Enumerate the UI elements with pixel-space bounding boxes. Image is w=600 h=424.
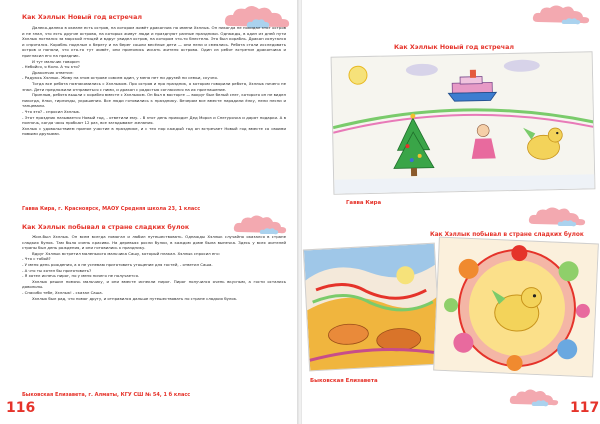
child-drawing-sweet-land-right-icon: [434, 238, 599, 378]
cloud-decoration-middle-right-icon: [232, 212, 292, 236]
article1-paragraph: Приплыв, ребята вышли с корабля вместе с Хэллыком. Он был в восторге — вокруг был белый снег, которого он не видел никогда, ёлки, гирлянды, украшения. Все люди готовились к празднику. Вечером все вместе нарядили ёлку, пели песни и танцевали.: [22, 92, 286, 109]
bottom-drawing-caption: Быковская Елизавета: [310, 378, 378, 384]
article1-body: [22, 25, 286, 195]
article2-paragraph: - У меня день рождения, а я не успеваю приготовить угощение для гостей, - ответил Саша.: [22, 261, 213, 267]
article1-paragraph: - Небойся, я Коля. А ты кто?: [22, 64, 80, 70]
article2-paragraph: Жил-был Хэллык. Он всем всегда помогал и любил путешествовать. Однажды Хэллык случайно оказался в стране сладких булок. Там было очень красиво. На деревьях росли булки, в каждом доме была выпечка. Здесь у всех жителей страны был день рождения, и они готовились к празднику.: [22, 234, 286, 251]
article2-paragraph: Вдруг Хэллык встретил маленького мальчика Сашу, который плакал. Хэллык спросил его:: [32, 250, 220, 256]
article2-paragraph: - Я хотел испечь пирог, но у меня ничего не получается.: [22, 273, 140, 279]
article2-title: Как Хэллык побывал в стране сладких булок: [22, 224, 190, 231]
article1-paragraph: Хэллык с удовольствием принял участие в празднике, и с тех пор каждый год он встречает Новый год вместе со своими новыми друзьями.: [22, 125, 286, 137]
article1-paragraph: И тут мальчик говорит:: [32, 58, 81, 64]
top-drawing-photo: [331, 51, 596, 194]
child-drawing-new-year-icon: [332, 52, 596, 194]
article2-paragraph: - А что ты хотел бы приготовить?: [22, 267, 92, 273]
child-drawing-sweet-land-left-icon: [304, 244, 441, 372]
article1-paragraph: Далеко-далеко в океане есть остров, на котором живёт дракончик по имени Хэллык. Он никогда не покидал этот остров и не знал, что есть другие острова, на которых живут люди и празднуют разные праздники. Однажды, в один из дней пути Хэллык погнался за морской птицей и вдруг увидел остров, на котором что-то блестело. Это был корабль. Дракон испугался и спрятался. Корабль подплыл к берегу и на берег сошли весёлые дети — они пели и смеялись. Ребята стали исследовать остров и поняли, что кто-то тут живёт, они принялись искать жителя острова. Один из ребят встретил дракончика и пригласил его на праздник.: [22, 25, 286, 58]
article2-body: [22, 234, 286, 386]
article2-paragraph: - Спасибо тебе, Хэллык! - сказал Саша.: [22, 289, 103, 295]
article1-title: Как Хэллык Новый год встречал: [22, 14, 142, 21]
top-drawing-title: Как Хэллык Новый год встречал: [394, 44, 514, 51]
article1-paragraph: - Радуюсь Хэллык. Живу на этом острове совсем один, у меня нет ни друзей ни семьи, скучно.: [22, 75, 219, 81]
top-drawing-caption: Гавва Кира: [346, 200, 382, 206]
page-number-left: 116: [6, 400, 36, 416]
article1-paragraph: - Что это? - спросил Хэллык.: [22, 108, 81, 114]
bottom-drawing-photo-left: [303, 243, 441, 372]
left-page: [0, 0, 298, 424]
right-page: [302, 0, 600, 424]
article2-paragraph: - Что с тобой?: [22, 256, 51, 262]
cloud-decoration-middle-right-icon: [526, 204, 594, 228]
article2-credit: Быковская Елизавета, г. Алматы, КГУ СШ № 54, 1 б класс: [22, 392, 191, 398]
article1-credit: Гавва Кира, г. Красноярск, МАОУ Средняя школа 23, 1 класс: [22, 206, 201, 212]
article1-paragraph: Дракончик ответил:: [32, 69, 74, 75]
article2-paragraph: Хэллык был рад, что помог другу, и отправился дальше путешествовать по стране сладких булок.: [32, 295, 238, 301]
article2-paragraph: Хэллык решил помочь мальчику, и они вместе испекли пирог. Пирог получился очень вкусным, а гости остались довольны.: [22, 278, 286, 290]
cloud-decoration-top-right-icon: [530, 2, 596, 26]
page-number-right: 117: [570, 400, 600, 416]
article1-paragraph: Тогда все ребята познакомились с Хэллыком. Про остров и про праздник, о котором говорили ребята, Хэллык ничего не знал. Дети предложили отправиться с ними, и дракон с радостью согласился на их приглашение.: [22, 80, 286, 92]
bottom-drawing-photo-right: [433, 237, 599, 378]
article1-paragraph: - Этот праздник называется Новый год, - ответили ему. - В этот день приходит Дед Мороз и Снегурочка и дарят подарки. А в полночь, когда часы пробьют 12 раз, все загадывают желания.: [22, 114, 286, 126]
cloud-decoration-bottom-right-icon: [508, 386, 564, 408]
bottom-drawing-title: Как Хэллык побывал в стране сладких булок: [430, 232, 584, 238]
